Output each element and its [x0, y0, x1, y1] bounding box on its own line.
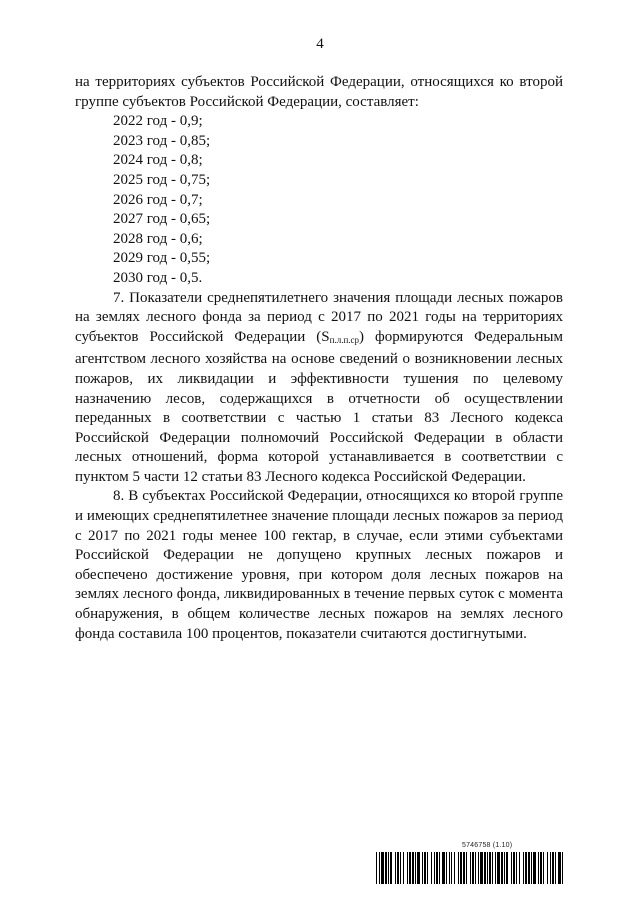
list-item: 2022 год - 0,9;	[113, 113, 203, 130]
year-coefficient-list	[75, 112, 563, 288]
list-item: 2027 год - 0,65;	[113, 211, 211, 228]
paragraph-7	[75, 289, 563, 488]
paragraph-7-text-after: ) формируются Федеральным агентством лесного хозяйства на основе сведений о возникновении лесных пожаров, их ликвидации и эффективности тушения по целевому назначению лесов, содержащихся в отчетности об осуществлении переданных в соответствии с частью 1 статьи 83 Лесного кодекса Российской Федерации полномочий Российской Федерации в области лесных отношений, форма которой устанавливается в соответствии с пунктом 5 части 12 статьи 83 Лесного кодекса Российской Федерации.	[75, 328, 563, 485]
list-item: 2025 год - 0,75;	[113, 171, 211, 188]
list-item: 2028 год - 0,6;	[113, 230, 203, 247]
paragraph-8: 8. В субъектах Российской Федерации, относящихся ко второй группе и имеющих среднепятилетнее значение площади лесных пожаров за период с 2017 по 2021 годы менее 100 гектар, в случае, если этими субъектами Российской Федерации не допущено крупных лесных пожаров и обеспечено достижение уровня, при котором доля лесных пожаров на землях лесного фонда, ликвидированных в течение первых суток с момента обнаружения, в общем количестве лесных пожаров на землях лесного фонда составила 100 процентов, показатели считаются достигнутыми.	[75, 488, 563, 642]
page-number: 4	[316, 36, 324, 52]
list-item: 2026 год - 0,7;	[113, 191, 203, 208]
paragraph-7-text-before: 7. Показатели среднепятилетнего значения площади лесных пожаров на землях лесного фонда за период с 2017 по 2021 годы на территориях субъектов Российской Федерации (S	[75, 289, 563, 345]
list-item: 2029 год - 0,55;	[113, 250, 211, 267]
list-item: 2023 год - 0,85;	[113, 132, 211, 149]
intro-paragraph: на территориях субъектов Российской Федерации, относящихся ко второй группе субъектов Российской Федерации, составляет:	[75, 74, 563, 110]
area-subscript: п.л.п.ср	[329, 334, 360, 345]
list-item: 2024 год - 0,8;	[113, 152, 203, 169]
document-code: 5746758 (1.10)	[462, 842, 513, 849]
document-body	[75, 73, 563, 644]
barcode-image	[376, 852, 564, 884]
list-item: 2030 год - 0,5.	[113, 269, 203, 286]
